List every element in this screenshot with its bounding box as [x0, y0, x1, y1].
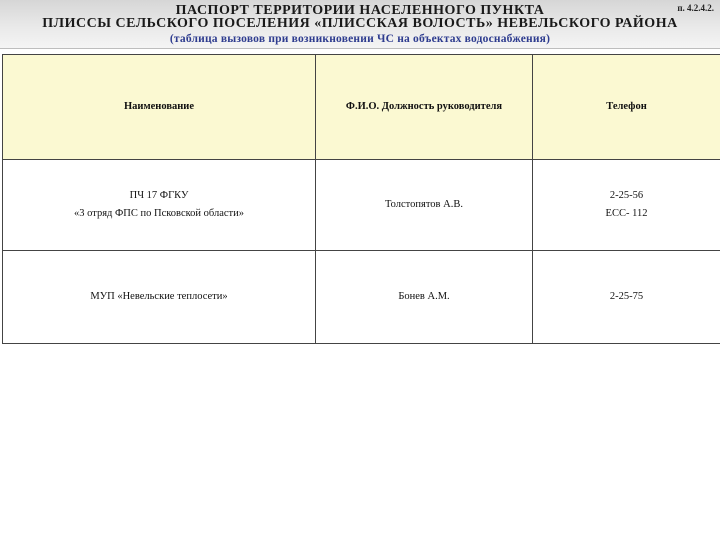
phone-line: 2-25-75 [609, 291, 644, 302]
column-header-phone: Телефон [533, 55, 720, 160]
header-band [0, 0, 720, 49]
organization-line: МУП «Невельские теплосети» [90, 291, 228, 302]
column-header-name: Наименование [3, 55, 316, 160]
organization-line: ПЧ 17 ФГКУ [129, 190, 189, 201]
organization-line: «3 отряд ФПС по Псковской области» [73, 208, 245, 219]
cell-phone [533, 251, 720, 344]
cell-organization [3, 251, 316, 344]
table-row [3, 160, 720, 251]
cell-organization [3, 160, 316, 251]
cell-head: Бонев А.М. [316, 251, 533, 344]
document-title-line-1: ПАСПОРТ ТЕРРИТОРИИ НАСЕЛЕННОГО ПУНКТА [175, 3, 545, 18]
document-title-line-2: ПЛИССЫ СЕЛЬСКОГО ПОСЕЛЕНИЯ «ПЛИССКАЯ ВОЛОСТЬ» НЕВЕЛЬСКОГО РАЙОНА [42, 16, 678, 31]
cell-head: Толстопятов А.В. [316, 160, 533, 251]
column-header-head: Ф.И.О. Должность руководителя [316, 55, 533, 160]
table-header-row [3, 55, 720, 160]
phone-line: ЕСС- 112 [605, 208, 648, 219]
cell-phone [533, 160, 720, 251]
document-subtitle: (таблица вызовов при возникновении ЧС на объектах водоснабжения) [169, 33, 551, 45]
page-reference: п. 4.2.4.2. [677, 3, 714, 13]
table-row [3, 251, 720, 344]
emergency-contacts-table [2, 54, 720, 344]
phone-line: 2-25-56 [609, 190, 644, 201]
